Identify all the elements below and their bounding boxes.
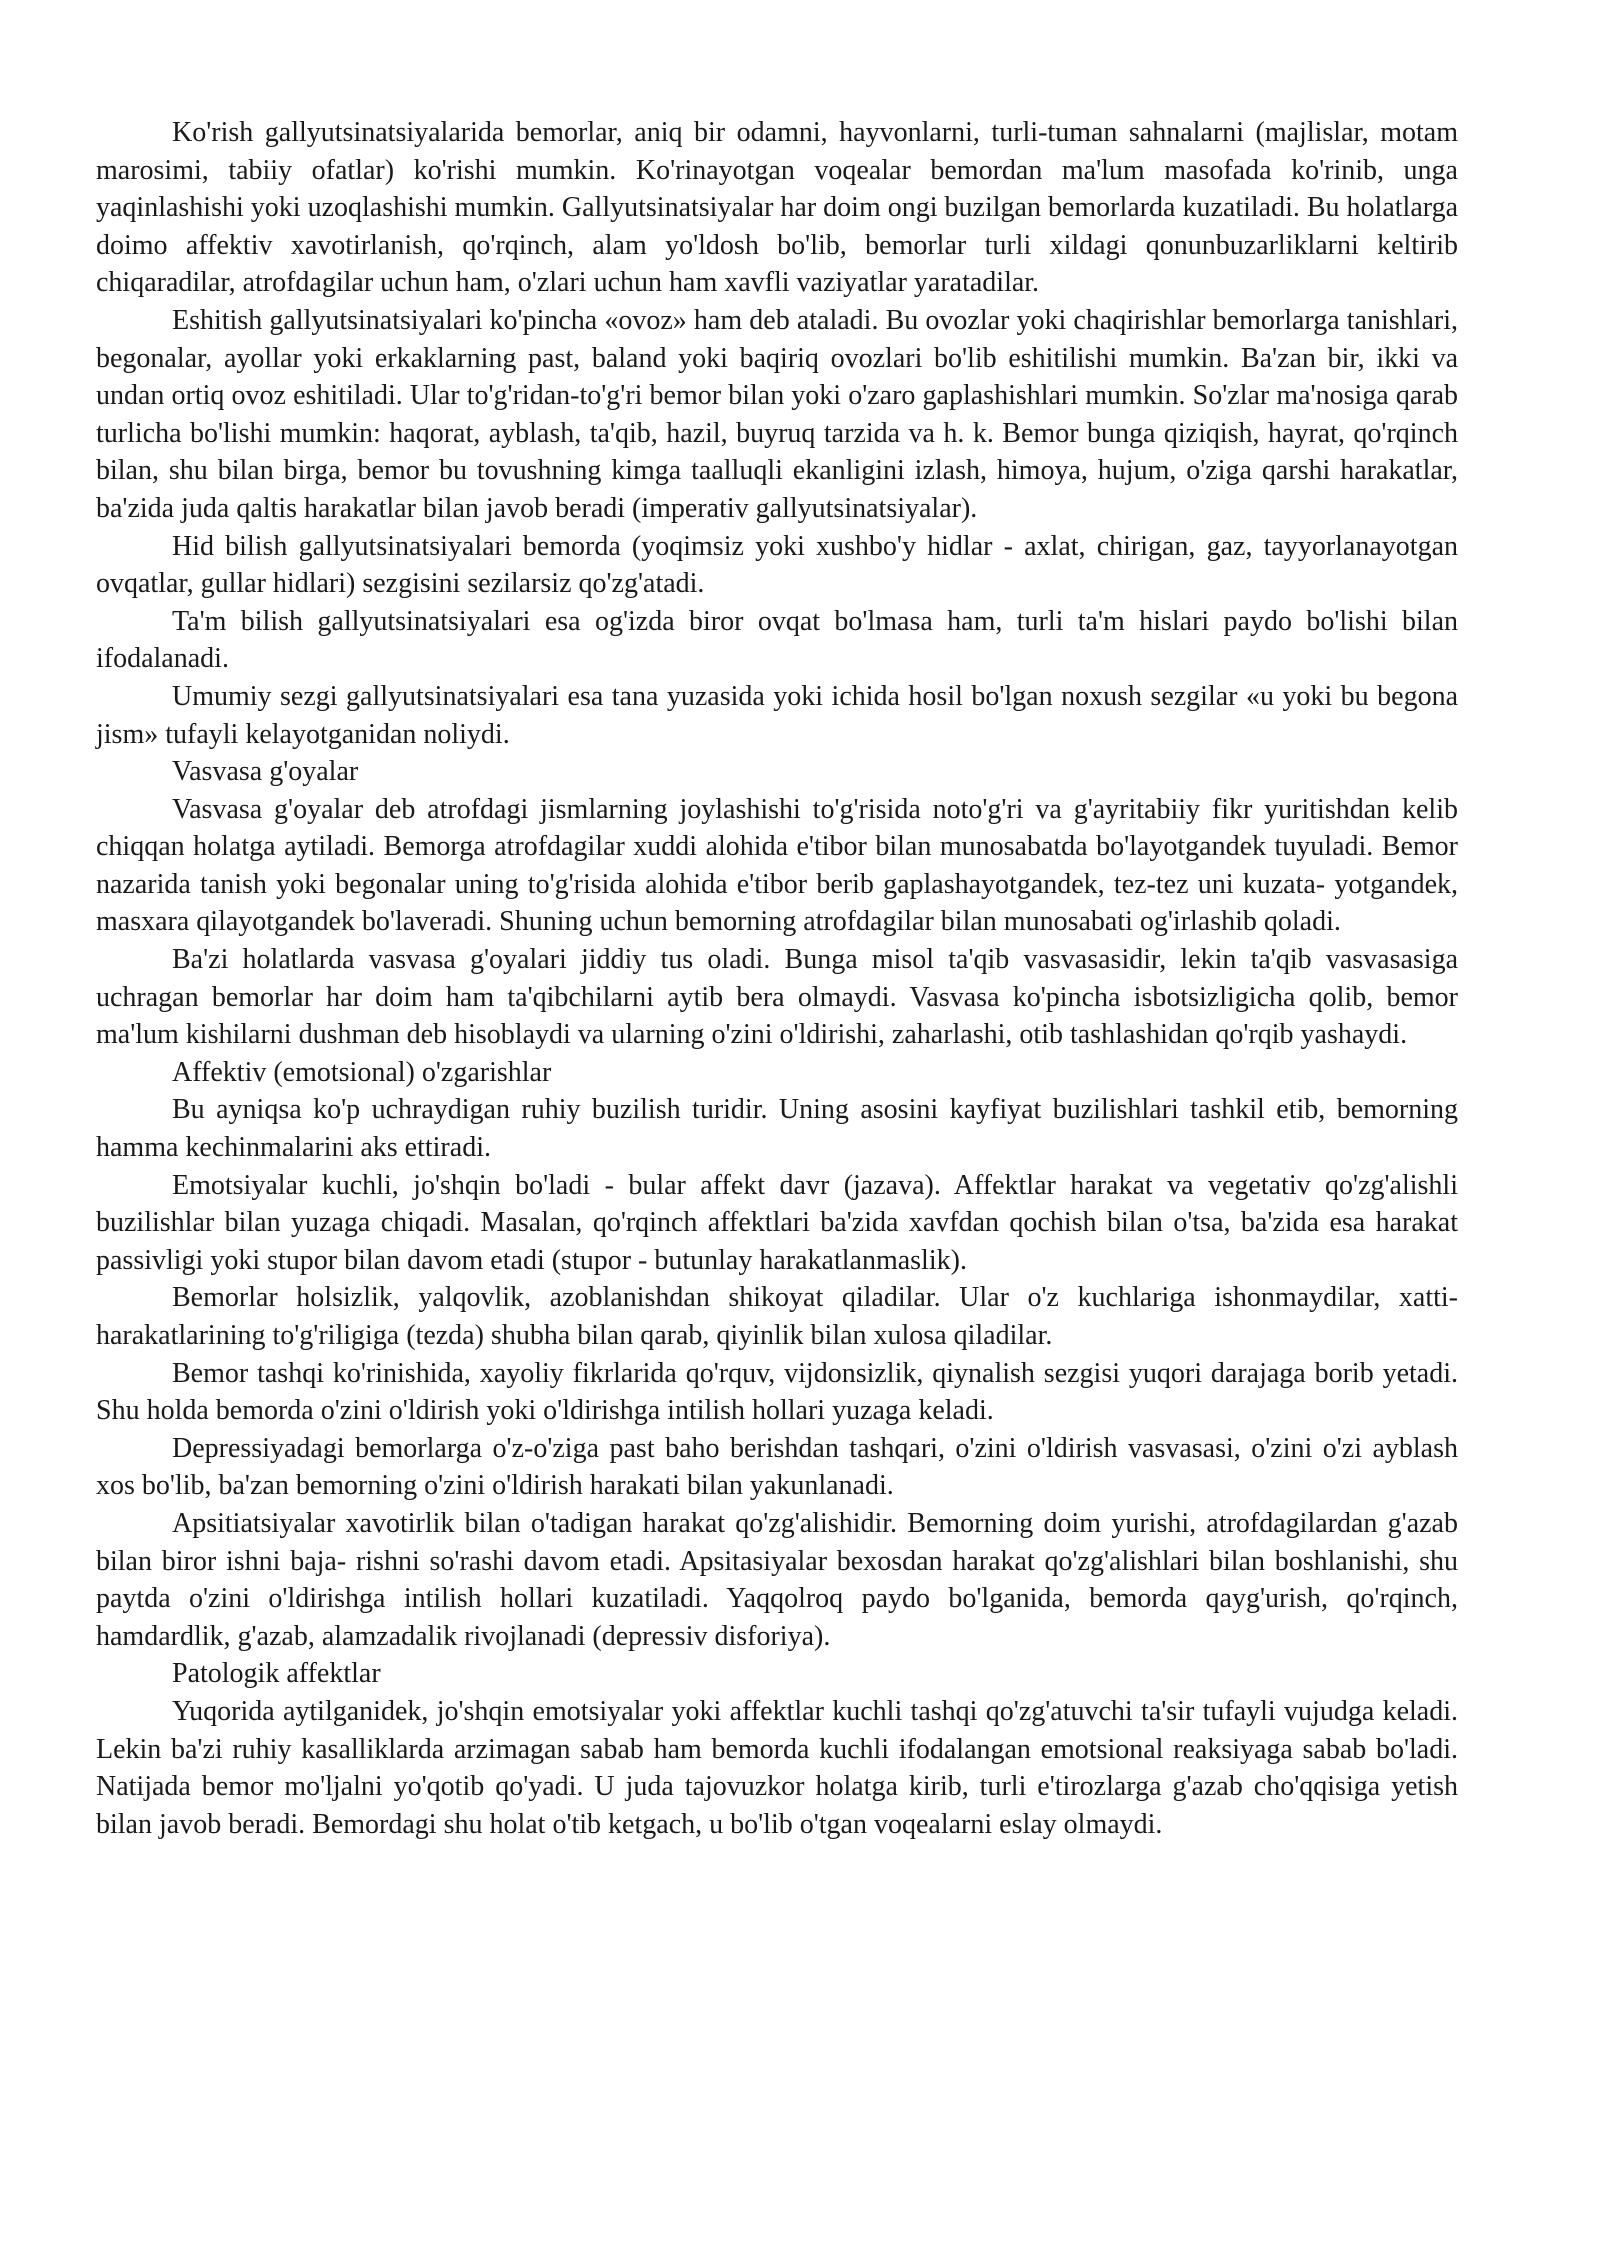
paragraph-mood-disorders: Bu ayniqsa ko'p uchraydigan ruhiy buzilish turidir. Uning asosini kayfiyat buzilishlari tashkil etib, bemorning hamma kechinmalarini aks ettiradi. (96, 1094, 1458, 1164)
paragraph-olfactory-hallucinations: Hid bilish gallyutsinatsiyalari bemorda (yoqimsiz yoki xushbo'y hidlar - axlat, chirigan, gaz, tayyorlanayotgan ovqatlar, gullar hidlari) sezgisini sezilarsiz qo'zg'atadi. (96, 530, 1458, 600)
paragraph-agitation: Apsitiatsiyalar xavotirlik bilan o'tadigan harakat qo'zg'alishidir. Bemorning doim yurishi, atrofdagilardan g'azab bilan biror ishni baja- rishni so'rashi davom etadi. Apsitasiyalar bexosdan harakat qo'zg'alishlari bilan boshlanishi, shu paytda o'zini o'ldirishga intilish hollari kuzatiladi. Yaqqolroq paydo bo'lganida, bemorda qayg'urish, qo'rqinch, hamdardlik, g'azab, alamzadalik rivojlanadi (depressiv disforiya). (96, 1507, 1458, 1652)
section-heading-pathological-affects: Patologik affektlar (172, 1658, 381, 1690)
paragraph-depression: Depressiyadagi bemorlarga o'z-o'ziga past baho berishdan tashqari, o'zini o'ldirish vasvasasi, o'zini o'zi ayblash xos bo'lib, ba'zan bemorning o'zini o'ldirish harakati bilan yakunlanadi. (96, 1432, 1458, 1502)
paragraph-guilt-feelings: Bemor tashqi ko'rinishida, xayoliy fikrlarida qo'rquv, vijdonsizlik, qiynalish sezgisi yuqori darajaga borib yetadi. Shu holda bemorda o'zini o'ldirish yoki o'ldirishga intilish hollari yuzaga keladi. (96, 1357, 1458, 1427)
paragraph-general-sensation-hallucinations: Umumiy sezgi gallyutsinatsiyalari esa tana yuzasida yoki ichida hosil bo'lgan noxush sezgilar «u yoki bu begona jism» tufayli kelayotganidan noliydi. (96, 680, 1458, 750)
paragraph-persecution-delusions: Ba'zi holatlarda vasvasa g'oyalari jiddiy tus oladi. Bunga misol ta'qib vasvasasidir, lekin ta'qib vasvasasiga uchragan bemorlar har doim ham ta'qibchilarni aytib bera olmaydi. Vasvasa ko'pincha isbotsizligicha qolib, bemor ma'lum kishilarni dushman deb hisoblaydi va ularning o'zini o'ldirishi, zaharlashi, otib tashlashidan qo'rqib yashaydi. (96, 944, 1458, 1051)
paragraph-weakness-complaints: Bemorlar holsizlik, yalqovlik, azoblanishdan shikoyat qiladilar. Ular o'z kuchlariga ishonmaydilar, xatti-harakatlarining to'g'riligiga (tezda) shubha bilan qarab, qiyinlik bilan xulosa qiladilar. (96, 1282, 1458, 1351)
section-heading-delusions: Vasvasa g'oyalar (172, 756, 359, 788)
paragraph-visual-hallucinations: Ko'rish gallyutsinatsiyalarida bemorlar, aniq bir odamni, hayvonlarni, turli-tuman sahnalarni (majlislar, motam marosimi, tabiiy ofatlar) ko'rishi mumkin. Ko'rinayotgan voqealar bemordan ma'lum masofada ko'rinib, unga yaqinlashishi yoki uzoqlashishi mumkin. Gallyutsinatsiyalar har doim ongi buzilgan bemorlarda kuzatiladi. Bu holatlarga doimo affektiv xavotirlanish, qo'rqinch, alam yo'ldosh bo'lib, bemorlar turli xildagi qonunbuzarliklarni keltirib chiqaradilar, atrofdagilar uchun ham, o'zlari uchun ham xavfli vaziyatlar yaratadilar. (96, 117, 1458, 299)
paragraph-pathological-affects: Yuqorida aytilganidek, jo'shqin emotsiyalar yoki affektlar kuchli tashqi qo'zg'atuvchi ta'sir tufayli vujudga keladi. Lekin ba'zi ruhiy kasalliklarda arzimagan sabab ham bemorda kuchli ifodalangan emotsional reaksiyaga sabab bo'ladi. Natijada bemor mo'ljalni yo'qotib qo'yadi. U juda tajovuzkor holatga kirib, turli e'tirozlarga g'azab cho'qqisiga yetish bilan javob beradi. Bemordagi shu holat o'tib ketgach, u bo'lib o'tgan voqealarni eslay olmaydi. (96, 1695, 1458, 1840)
paragraph-delusions-definition: Vasvasa g'oyalar deb atrofdagi jismlarning joylashishi to'g'risida noto'g'ri va g'ayritabiiy fikr yuritishdan kelib chiqqan holatga aytiladi. Bemorga atrofdagilar xuddi alohida e'tibor bilan munosabatda bo'layotgandek tuyuladi. Bemor nazarida tanish yoki begonalar uning to'g'risida alohida e'tibor berib gaplashayotgandek, tez-tez uni kuzata- yotgandek, masxara qilayotgandek bo'laveradi. Shuning uchun bemorning atrofdagilar bilan munosabati og'irlashib qoladi. (96, 793, 1458, 938)
paragraph-auditory-hallucinations: Eshitish gallyutsinatsiyalari ko'pincha «ovoz» ham deb ataladi. Bu ovozlar yoki chaqirishlar bemorlarga tanishlari, begonalar, ayollar yoki erkaklarning past, baland yoki baqiriq ovozlari bo'lib eshitilishi mumkin. Ba'zan bir, ikki va undan ortiq ovoz eshitiladi. Ular to'g'ridan-to'g'ri bemor bilan yoki o'zaro gaplashishlari mumkin. So'zlar ma'nosiga qarab turlicha bo'lishi mumkin: haqorat, ayblash, ta'qib, hazil, buyruq tarzida va h. k. Bemor bunga qiziqish, hayrat, qo'rqinch bilan, shu bilan birga, bemor bu tovushning kimga taalluqli ekanligini izlash, himoya, hujum, o'ziga qarshi harakatlar, ba'zida juda qaltis harakatlar bilan javob beradi (imperativ gallyutsinatsiyalar). (96, 304, 1458, 524)
section-heading-affective-changes: Affektiv (emotsional) o'zgarishlar (172, 1056, 552, 1088)
paragraph-emotions-affect: Emotsiyalar kuchli, jo'shqin bo'ladi - bular affekt davr (jazava). Affektlar harakat va vegetativ qo'zg'alishli buzilishlar bilan yuzaga chiqadi. Masalan, qo'rqinch affektlari ba'zida xavfdan qochish bilan o'tsa, ba'zida esa harakat passivligi yoki stupor bilan davom etadi (stupor - butunlay harakatlanmaslik). (96, 1169, 1458, 1276)
document-page (96, 114, 1458, 1843)
paragraph-gustatory-hallucinations: Ta'm bilish gallyutsinatsiyalari esa og'izda biror ovqat bo'lmasa ham, turli ta'm hislari paydo bo'lishi bilan ifodalanadi. (96, 605, 1458, 675)
